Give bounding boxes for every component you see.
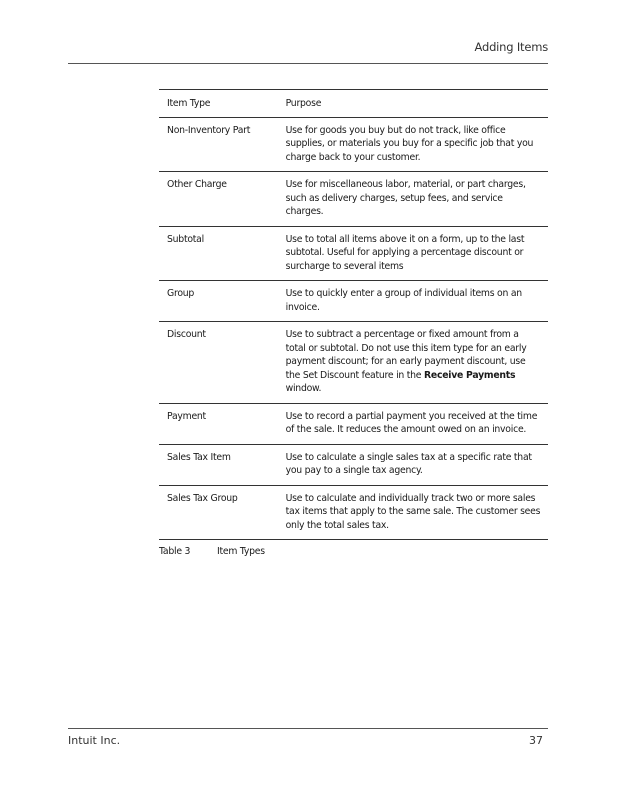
item-type-cell: Sales Tax Group xyxy=(167,492,238,504)
item-type-cell: Group xyxy=(167,288,195,299)
column-header-item-type: Item Type xyxy=(167,98,211,109)
purpose-cell: Use to record a partial payment you received at the time of the sale. It reduces the amount owed on an invoice. xyxy=(285,410,538,435)
purpose-cell: Use to calculate a single sales tax at a specific rate that you pay to a single tax agency. xyxy=(285,451,532,476)
item-type-cell: Discount xyxy=(167,329,206,340)
table-row xyxy=(159,117,548,172)
item-type-cell: Sales Tax Item xyxy=(167,451,231,463)
purpose-cell: Use to quickly enter a group of individual items on an invoice. xyxy=(285,288,522,313)
purpose-cell: Use to calculate and individually track two or more sales tax items that apply to the same sale. The customer sees only the total sales tax. xyxy=(285,492,541,531)
item-type-cell: Subtotal xyxy=(167,233,204,245)
table-caption-number: Table 3 xyxy=(159,546,191,557)
footer-company: Intuit Inc. xyxy=(68,734,121,747)
table-row xyxy=(159,403,548,444)
table-row xyxy=(159,444,548,485)
item-type-cell: Other Charge xyxy=(167,179,227,190)
purpose-cell: Use to total all items above it on a form, up to the last subtotal. Useful for applying a percentage discount or surcharge to several items xyxy=(285,233,525,272)
item-type-cell: Payment xyxy=(167,410,206,422)
table-caption xyxy=(159,546,265,557)
item-type-cell: Non-Inventory Part xyxy=(167,124,251,136)
item-types-table xyxy=(159,89,548,540)
table-row xyxy=(159,281,548,322)
table-header-row xyxy=(159,90,548,118)
running-header-title: Adding Items xyxy=(474,40,548,54)
receive-payments-window-name: Receive Payments xyxy=(423,369,516,381)
column-header-purpose: Purpose xyxy=(285,98,322,109)
purpose-cell xyxy=(278,322,548,404)
purpose-cell: Use for goods you buy but do not track, like office supplies, or materials you buy for a specific job that you charge back to your customer. xyxy=(285,124,534,163)
page-number: 37 xyxy=(529,734,543,747)
table-row xyxy=(159,322,548,404)
table-row xyxy=(159,226,548,281)
table-caption-title: Item Types xyxy=(217,546,265,557)
purpose-text-end: window. xyxy=(285,383,322,394)
purpose-cell: Use for miscellaneous labor, material, or part charges, such as delivery charges, setup fees, and service charges. xyxy=(285,179,526,217)
footer-divider xyxy=(68,728,548,729)
header-divider xyxy=(68,63,548,64)
purpose-text: Use to subtract a percentage or fixed amount from a total or subtotal. Do not use this item type for an early payment discount; for an early payment discount, use the Set Discount feature in the xyxy=(285,329,527,381)
table-row xyxy=(159,172,548,227)
table-row xyxy=(159,485,548,540)
